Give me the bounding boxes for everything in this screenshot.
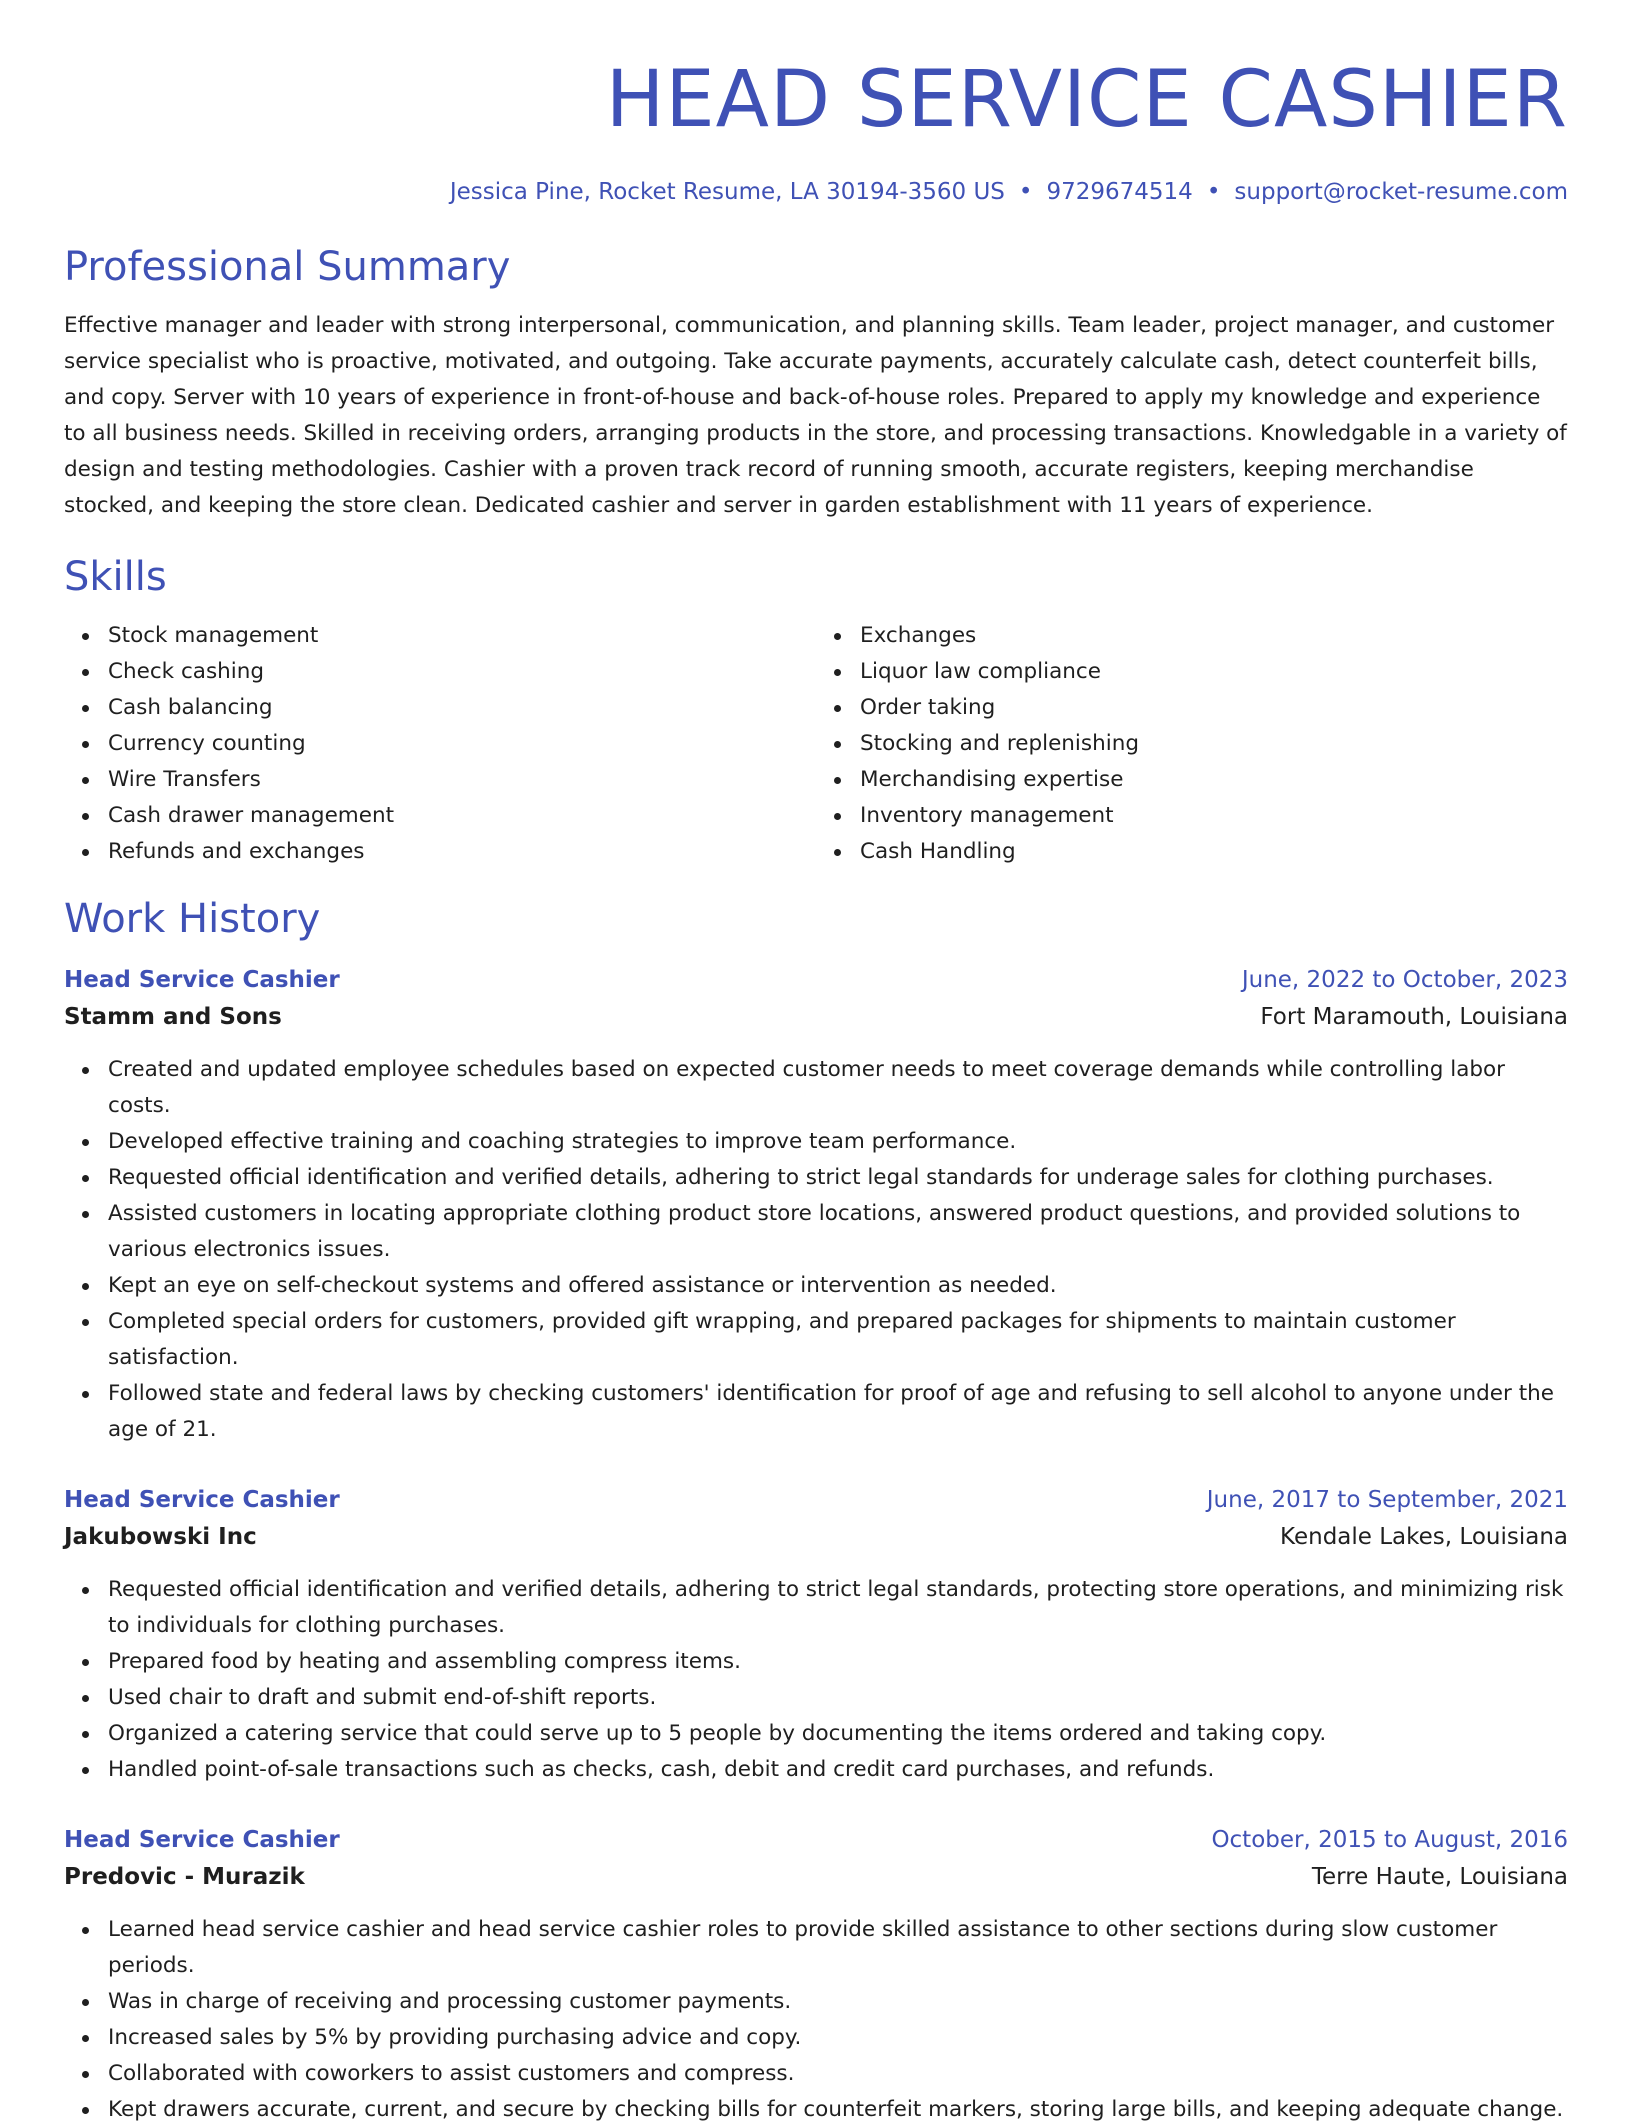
resume-header <box>64 52 1568 208</box>
job-bullet: Created and updated employee schedules based on expected customer needs to meet coverage demands while controlling labor costs. <box>108 1052 1568 1124</box>
summary-section <box>64 242 1568 524</box>
skill-item: Exchanges <box>860 618 1568 654</box>
skill-item: Merchandising expertise <box>860 762 1568 798</box>
skill-item: Currency counting <box>108 726 816 762</box>
job-entry <box>64 1482 1568 1788</box>
job-bullet: Followed state and federal laws by checking customers' identification for proof of age and refusing to sell alcohol to anyone under the age of 21. <box>108 1376 1568 1448</box>
job-dates: October, 2015 to August, 2016 <box>1211 1827 1568 1853</box>
job-company: Jakubowski Inc <box>64 1524 257 1550</box>
job-role: Head Service Cashier <box>64 1487 340 1513</box>
job-title-row <box>64 962 1568 998</box>
job-bullet: Increased sales by 5% by providing purchasing advice and copy. <box>108 2020 1568 2056</box>
job-bullet: Kept an eye on self-checkout systems and offered assistance or intervention as needed. <box>108 1268 1568 1304</box>
job-bullet: Organized a catering service that could serve up to 5 people by documenting the items ordered and taking copy. <box>108 1716 1568 1752</box>
job-bullet: Collaborated with coworkers to assist customers and compress. <box>108 2056 1568 2092</box>
job-bullets <box>64 1912 1568 2128</box>
job-role: Head Service Cashier <box>64 1827 340 1853</box>
job-bullet: Requested official identification and verified details, adhering to strict legal standards, protecting store operations, and minimizing risk to individuals for clothing purchases. <box>108 1572 1568 1644</box>
contact-line <box>64 176 1568 208</box>
resume-title: HEAD SERVICE CASHIER <box>605 55 1568 145</box>
contact-address: Jessica Pine, Rocket Resume, LA 30194-3560 US <box>449 179 1005 205</box>
summary-text: Effective manager and leader with strong interpersonal, communication, and planning skills. Team leader, project manager, and customer service specialist who is proactive, motivated, and outgoing. Take accurate payments, accurately calculate cash, detect counterfeit bills, and copy. Server with 10 years of experience in front-of-house and back-of-house roles. Prepared to apply my knowledge and experience to all business needs. Skilled in receiving orders, arranging products in the store, and processing transactions. Knowledgable in a variety of design and testing methodologies. Cashier with a proven track record of running smooth, accurate registers, keeping merchandise stocked, and keeping the store clean. Dedicated cashier and server in garden establishment with 11 years of experience. <box>64 313 1567 518</box>
skill-item: Liquor law compliance <box>860 654 1568 690</box>
job-bullet: Was in charge of receiving and processing customer payments. <box>108 1984 1568 2020</box>
skills-grid <box>64 618 1568 870</box>
job-bullet: Developed effective training and coaching strategies to improve team performance. <box>108 1124 1568 1160</box>
job-bullet: Handled point-of-sale transactions such as checks, cash, debit and credit card purchases, and refunds. <box>108 1752 1568 1788</box>
job-entry <box>64 1822 1568 2128</box>
job-role: Head Service Cashier <box>64 967 340 993</box>
job-bullets <box>64 1052 1568 1448</box>
skill-item: Stock management <box>108 618 816 654</box>
job-dates: June, 2022 to October, 2023 <box>1241 967 1568 993</box>
job-title-row <box>64 1482 1568 1518</box>
skill-item: Cash Handling <box>860 834 1568 870</box>
skill-item: Wire Transfers <box>108 762 816 798</box>
job-bullets <box>64 1572 1568 1788</box>
skill-item: Inventory management <box>860 798 1568 834</box>
skill-item: Order taking <box>860 690 1568 726</box>
summary-heading: Professional Summary <box>64 244 511 290</box>
job-bullet: Completed special orders for customers, provided gift wrapping, and prepared packages for shipments to maintain customer satisfaction. <box>108 1304 1568 1376</box>
job-company: Predovic - Murazik <box>64 1864 305 1890</box>
contact-separator: • <box>1018 179 1033 205</box>
job-company-row <box>64 1518 1568 1556</box>
job-location: Kendale Lakes, Louisiana <box>1280 1524 1568 1550</box>
work-history-section <box>64 894 1568 2128</box>
skills-section <box>64 552 1568 870</box>
skills-list-left <box>64 618 816 870</box>
job-bullet: Used chair to draft and submit end-of-shift reports. <box>108 1680 1568 1716</box>
job-bullet: Learned head service cashier and head service cashier roles to provide skilled assistance to other sections during slow customer periods. <box>108 1912 1568 1984</box>
skill-item: Cash balancing <box>108 690 816 726</box>
contact-separator: • <box>1206 179 1221 205</box>
skill-item: Check cashing <box>108 654 816 690</box>
job-bullet: Assisted customers in locating appropriate clothing product store locations, answered product questions, and provided solutions to various electronics issues. <box>108 1196 1568 1268</box>
skill-item: Cash drawer management <box>108 798 816 834</box>
job-company: Stamm and Sons <box>64 1004 282 1030</box>
work-history-heading: Work History <box>64 896 321 942</box>
job-bullet: Requested official identification and verified details, adhering to strict legal standards for underage sales for clothing purchases. <box>108 1160 1568 1196</box>
job-dates: June, 2017 to September, 2021 <box>1206 1487 1568 1513</box>
job-company-row <box>64 998 1568 1036</box>
job-company-row <box>64 1858 1568 1896</box>
skill-item: Refunds and exchanges <box>108 834 816 870</box>
job-entry <box>64 962 1568 1448</box>
contact-phone[interactable]: 9729674514 <box>1046 179 1193 205</box>
skills-heading: Skills <box>64 554 167 600</box>
job-bullet: Kept drawers accurate, current, and secure by checking bills for counterfeit markers, storing large bills, and keeping adequate change. <box>108 2092 1568 2128</box>
job-bullet: Prepared food by heating and assembling compress items. <box>108 1644 1568 1680</box>
job-location: Fort Maramouth, Louisiana <box>1260 1004 1568 1030</box>
job-location: Terre Haute, Louisiana <box>1311 1864 1568 1890</box>
job-title-row <box>64 1822 1568 1858</box>
skill-item: Stocking and replenishing <box>860 726 1568 762</box>
skills-list-right <box>816 618 1568 870</box>
contact-email[interactable]: support@rocket-resume.com <box>1234 179 1568 205</box>
